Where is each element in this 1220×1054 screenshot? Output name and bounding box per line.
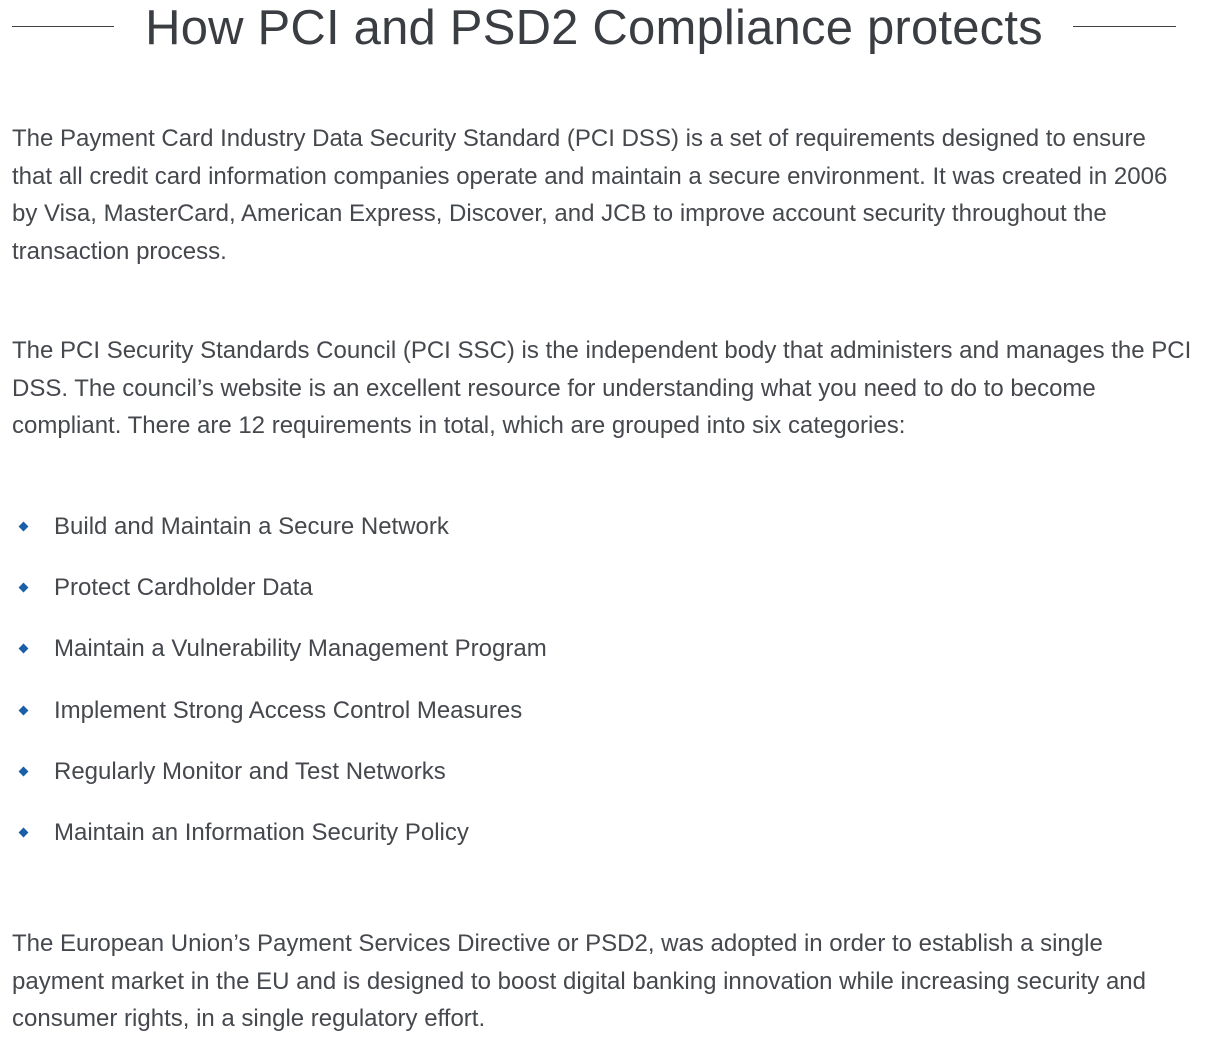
page-title: How PCI and PSD2 Compliance protects xyxy=(145,1,1043,55)
list-item xyxy=(12,566,1192,627)
list-item-label: Protect Cardholder Data xyxy=(54,574,313,602)
list-item-label: Maintain an Information Security Policy xyxy=(54,818,469,846)
list-item-label: Implement Strong Access Control Measures xyxy=(54,696,523,724)
list-item xyxy=(12,689,1192,750)
diamond-bullet-icon xyxy=(19,827,29,837)
diamond-bullet-icon xyxy=(19,644,29,654)
pci-ssc-paragraph: The PCI Security Standards Council (PCI SSC) is the independent body that administers and manages the PCI DSS. The council’s website is an excellent resource for understanding what you need to do to become compliant. There are 12 requirements in total, which are grouped into six categories: xyxy=(12,337,1192,439)
diamond-bullet-icon xyxy=(19,522,29,532)
list-item-label: Build and Maintain a Secure Network xyxy=(54,513,449,540)
pci-dss-paragraph: The Payment Card Industry Data Security Standard (PCI DSS) is a set of requirements designed to ensure that all credit card information companies operate and maintain a secure environment. It was created in 2006 by Visa, MasterCard, American Express, Discover, and JCB to improve account security throughout the transaction process. xyxy=(12,125,1168,265)
list-item xyxy=(12,750,1192,811)
list-item xyxy=(12,627,1192,688)
section-heading xyxy=(0,0,1220,56)
psd2-paragraph: The European Union’s Payment Services Directive or PSD2, was adopted in order to establish a single payment market in the EU and is designed to boost digital banking innovation while increasing security and consumer rights, in a single regulatory effort. xyxy=(12,930,1146,1032)
list-item xyxy=(12,811,1192,872)
diamond-bullet-icon xyxy=(19,766,29,776)
heading-rule-right xyxy=(1073,26,1176,27)
diamond-bullet-icon xyxy=(19,583,29,593)
list-item-label: Regularly Monitor and Test Networks xyxy=(54,757,446,785)
requirements-list xyxy=(12,505,1192,872)
list-item xyxy=(12,505,1192,566)
diamond-bullet-icon xyxy=(19,705,29,715)
list-item-label: Maintain a Vulnerability Management Program xyxy=(54,635,547,663)
